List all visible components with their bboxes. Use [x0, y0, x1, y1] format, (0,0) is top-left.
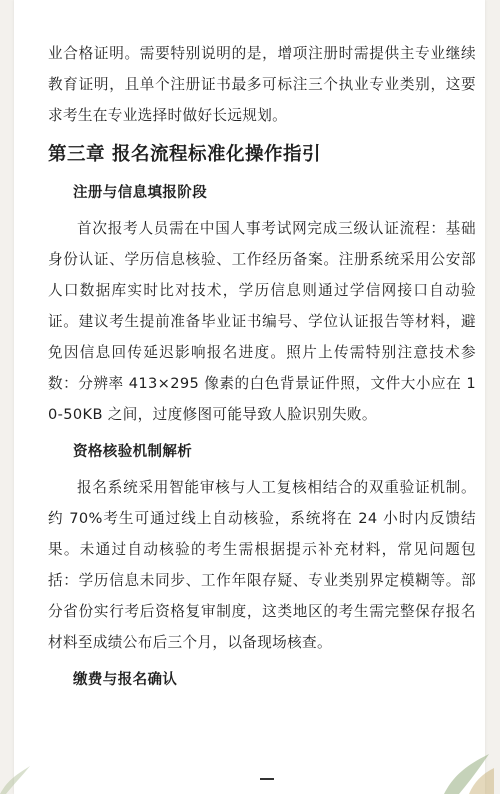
- section-heading: 缴费与报名确认: [73, 672, 178, 688]
- section-heading: 注册与信息填报阶段: [73, 185, 208, 201]
- chapter-heading: 第三章 报名流程标准化操作指引: [48, 144, 321, 165]
- document-page: [14, 0, 485, 794]
- document-content: [48, 38, 476, 700]
- leaf-decoration-icon: [0, 744, 40, 794]
- page-indicator: [260, 778, 274, 780]
- paragraph: 报名系统采用智能审核与人工复核相结合的双重验证机制。约 70%考生可通过线上自动核验，系统将在 24 小时内反馈结果。未通过自动核验的考生需根据提示补充材料，常见问题包括：学历信息未同步、工作年限存疑、专业类别界定模糊等。部分省份实行考后资格复审制度，这类地区的考生需完整保存报名材料至成绩公布后三个月，以备现场核查。: [48, 479, 476, 651]
- paragraph: 首次报考人员需在中国人事考试网完成三级认证流程：基础身份认证、学历信息核验、工作经历备案。注册系统采用公安部人口数据库实时比对技术，学历信息则通过学信网接口自动验证。建议考生提前准备毕业证书编号、学位认证报告等材料，避免因信息回传延迟影响报名进度。照片上传需特别注意技术参数：分辨率 413×295 像素的白色背景证件照，文件大小应在 10-50KB 之间，过度修图可能导致人脸识别失败。: [48, 220, 476, 423]
- paragraph: 业合格证明。需要特别说明的是，增项注册时需提供主专业继续教育证明，且单个注册证书最多可标注三个执业专业类别，这要求考生在专业选择时做好长远规划。: [48, 45, 476, 124]
- leaf-decoration-icon: [434, 734, 494, 794]
- section-heading: 资格核验机制解析: [73, 444, 193, 460]
